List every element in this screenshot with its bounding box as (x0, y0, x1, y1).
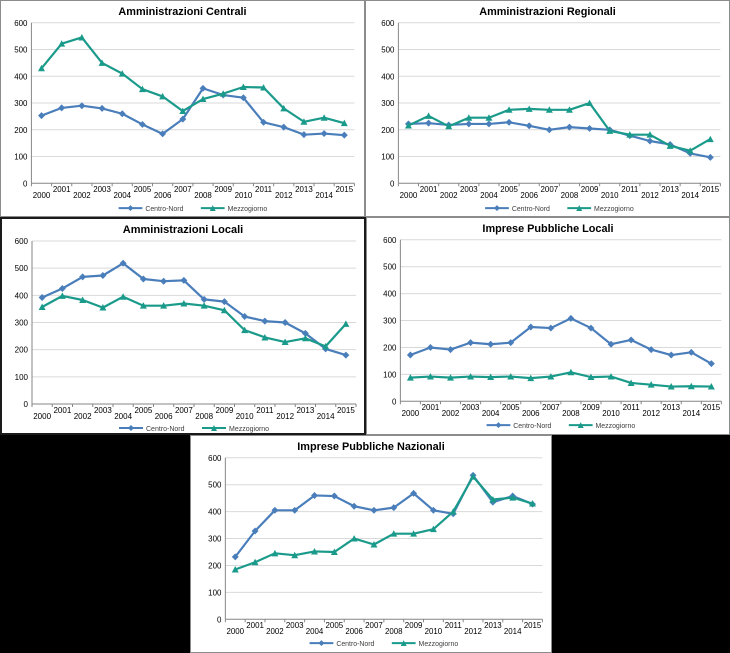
y-tick-label: 500 (14, 264, 28, 274)
x-tick-label: 2009 (580, 185, 599, 195)
x-tick-label: 2003 (93, 406, 112, 415)
x-tick-label: 2007 (540, 185, 559, 195)
x-tick-label: 2009 (582, 403, 600, 413)
x-tick-label: 2012 (274, 191, 293, 201)
x-tick-label: 2006 (153, 191, 172, 201)
x-tick-label: 2004 (481, 409, 500, 419)
x-tick-label: 2002 (266, 627, 284, 637)
x-tick-label: 2006 (154, 412, 173, 421)
y-tick-label: 300 (208, 534, 222, 544)
data-point-centro-nord (342, 352, 349, 359)
x-tick-label: 2015 (701, 185, 720, 195)
data-point-centro-nord (485, 120, 492, 127)
x-tick-label: 2000 (226, 627, 245, 637)
x-tick-label: 2002 (441, 409, 460, 419)
x-tick-label: 2013 (295, 185, 313, 195)
data-point-centro-nord (407, 352, 414, 359)
x-tick-label: 2011 (255, 185, 273, 195)
legend-marker-centro-nord (318, 640, 324, 646)
y-tick-label: 200 (381, 125, 395, 135)
data-point-centro-nord (707, 154, 714, 161)
chart-panel-imprese-pubbliche-locali (366, 217, 730, 435)
x-tick-label: 2002 (73, 191, 91, 201)
y-tick-label: 300 (381, 99, 395, 109)
data-point-centro-nord (321, 130, 328, 137)
legend-label-mezzogiorno: Mezzogiorno (418, 641, 459, 649)
chart-panel-amministrazioni-regionali (365, 0, 730, 217)
y-tick-label: 0 (390, 179, 395, 189)
x-tick-label: 2014 (503, 627, 522, 637)
y-tick-label: 0 (216, 615, 222, 625)
data-point-centro-nord (99, 105, 106, 112)
data-point-centro-nord (300, 131, 307, 138)
x-tick-label: 2002 (73, 412, 92, 421)
data-point-centro-nord (668, 352, 675, 359)
y-tick-label: 0 (23, 400, 28, 409)
y-tick-label: 400 (14, 72, 28, 82)
series-line-mezzogiorno (235, 477, 532, 570)
y-tick-label: 400 (383, 289, 397, 299)
chart-panel-amministrazioni-centrali (0, 0, 365, 217)
data-point-centro-nord (526, 122, 533, 129)
legend-marker-centro-nord (128, 425, 134, 431)
y-tick-label: 200 (14, 125, 28, 135)
y-tick-label: 500 (381, 45, 395, 55)
x-tick-label: 2012 (276, 412, 295, 421)
chart-title: Imprese Pubbliche Nazionali (297, 440, 445, 453)
x-tick-label: 2009 (215, 406, 234, 415)
x-tick-label: 2011 (622, 403, 640, 413)
x-tick-label: 2003 (93, 185, 111, 195)
x-tick-label: 2005 (501, 403, 520, 413)
x-tick-label: 2003 (461, 403, 480, 413)
y-tick-label: 100 (14, 152, 28, 162)
data-point-centro-nord (58, 104, 65, 111)
series-line-centro-nord (42, 88, 345, 135)
data-point-centro-nord (506, 119, 513, 126)
x-tick-label: 2014 (316, 412, 335, 421)
chart-title: Amministrazioni Centrali (118, 5, 247, 18)
data-point-centro-nord (38, 112, 45, 119)
y-tick-label: 500 (383, 262, 397, 272)
x-tick-label: 2010 (235, 412, 254, 421)
chart-amministrazioni-locali (2, 219, 364, 433)
x-tick-label: 2004 (113, 191, 132, 201)
series-line-centro-nord (235, 475, 532, 557)
legend-label-centro-nord: Centro-Nord (513, 423, 552, 431)
y-tick-label: 0 (391, 397, 397, 407)
series-line-centro-nord (410, 318, 711, 363)
x-tick-label: 2012 (641, 191, 659, 201)
x-tick-label: 2013 (662, 403, 681, 413)
x-tick-label: 2002 (439, 191, 458, 201)
y-tick-label: 600 (14, 237, 28, 246)
x-tick-label: 2010 (602, 409, 620, 419)
legend-label-centro-nord: Centro-Nord (511, 206, 550, 214)
x-tick-label: 2014 (681, 191, 700, 201)
x-tick-label: 2013 (661, 185, 679, 195)
series-line-centro-nord (408, 122, 710, 157)
x-tick-label: 2007 (542, 403, 560, 413)
legend-label-centro-nord: Centro-Nord (336, 641, 375, 649)
data-point-centro-nord (427, 344, 434, 351)
x-tick-label: 2000 (33, 412, 52, 421)
chart-imprese-pubbliche-locali (367, 218, 729, 434)
data-point-centro-nord (546, 126, 553, 133)
x-tick-label: 2008 (384, 627, 403, 637)
x-tick-label: 2015 (336, 406, 355, 415)
data-point-centro-nord (467, 339, 474, 346)
x-tick-label: 2012 (642, 409, 660, 419)
legend-label-mezzogiorno: Mezzogiorno (229, 426, 270, 433)
y-tick-label: 400 (14, 291, 28, 301)
series-line-centro-nord (42, 263, 346, 355)
x-tick-label: 2008 (562, 409, 580, 419)
legend-label-mezzogiorno: Mezzogiorno (227, 206, 268, 214)
y-tick-label: 0 (23, 179, 28, 189)
y-tick-label: 100 (208, 588, 222, 598)
data-point-centro-nord (628, 336, 635, 343)
x-tick-label: 2015 (523, 621, 542, 631)
x-tick-label: 2015 (702, 403, 721, 413)
y-tick-label: 600 (208, 453, 222, 463)
x-tick-label: 2005 (134, 406, 153, 415)
data-point-mezzogiorno (470, 473, 477, 479)
data-point-mezzogiorno (342, 320, 349, 327)
chart-title: Amministrazioni Locali (122, 224, 244, 236)
data-point-centro-nord (160, 278, 167, 285)
data-point-mezzogiorno (120, 293, 127, 300)
data-point-centro-nord (371, 507, 378, 514)
data-point-centro-nord (425, 120, 432, 127)
x-tick-label: 2014 (682, 409, 701, 419)
x-tick-label: 2010 (234, 191, 253, 201)
legend-label-centro-nord: Centro-Nord (146, 426, 185, 433)
x-tick-label: 2011 (621, 185, 639, 195)
x-tick-label: 2000 (401, 409, 420, 419)
data-point-centro-nord (646, 138, 653, 145)
x-tick-label: 2003 (285, 621, 304, 631)
x-tick-label: 2009 (404, 621, 423, 631)
x-tick-label: 2011 (444, 621, 462, 631)
legend-marker-centro-nord (128, 205, 134, 211)
y-tick-label: 100 (381, 152, 395, 162)
chart-panel-amministrazioni-locali (0, 217, 366, 435)
x-tick-label: 2008 (195, 412, 214, 421)
x-tick-label: 2008 (560, 191, 579, 201)
data-point-centro-nord (341, 132, 348, 139)
x-tick-label: 2009 (214, 185, 232, 195)
y-tick-label: 200 (208, 561, 222, 571)
y-tick-label: 400 (381, 72, 395, 82)
data-point-centro-nord (547, 325, 554, 332)
chart-amministrazioni-centrali (1, 1, 364, 216)
x-tick-label: 2001 (421, 403, 440, 413)
x-tick-label: 2007 (365, 621, 383, 631)
y-tick-label: 200 (14, 345, 28, 355)
y-tick-label: 500 (208, 480, 222, 490)
chart-title: Amministrazioni Regionali (479, 5, 616, 18)
x-tick-label: 2014 (315, 191, 333, 201)
series-line-mezzogiorno (42, 37, 345, 123)
x-tick-label: 2010 (424, 627, 443, 637)
x-tick-label: 2001 (52, 185, 71, 195)
chart-imprese-pubbliche-nazionali (191, 436, 551, 652)
x-tick-label: 2013 (296, 406, 315, 415)
x-tick-label: 2000 (32, 191, 51, 201)
y-tick-label: 300 (383, 316, 397, 326)
x-tick-label: 2010 (600, 191, 619, 201)
x-tick-label: 2004 (114, 412, 133, 421)
x-tick-label: 2012 (464, 627, 482, 637)
x-tick-label: 2011 (256, 406, 274, 415)
x-tick-label: 2006 (520, 191, 538, 201)
y-tick-label: 600 (383, 235, 397, 245)
data-point-centro-nord (465, 120, 472, 127)
x-tick-label: 2005 (500, 185, 518, 195)
data-point-centro-nord (261, 318, 268, 325)
x-tick-label: 2001 (419, 185, 438, 195)
legend-label-mezzogiorno: Mezzogiorno (594, 206, 634, 214)
x-tick-label: 2000 (399, 191, 418, 201)
chart-panel-imprese-pubbliche-nazionali (190, 435, 552, 653)
y-tick-label: 100 (14, 372, 28, 382)
series-line-mezzogiorno (42, 296, 346, 347)
chart-title: Imprese Pubbliche Locali (482, 222, 614, 235)
y-tick-label: 400 (208, 507, 222, 517)
x-tick-label: 2008 (194, 191, 212, 201)
data-point-mezzogiorno (425, 112, 432, 118)
chart-amministrazioni-regionali (366, 1, 729, 216)
y-tick-label: 300 (14, 99, 28, 109)
x-tick-label: 2013 (484, 621, 502, 631)
x-tick-label: 2006 (345, 627, 363, 637)
x-tick-label: 2003 (460, 185, 478, 195)
y-tick-label: 300 (14, 318, 28, 328)
x-tick-label: 2001 (53, 406, 72, 415)
y-tick-label: 600 (381, 18, 395, 28)
legend-label-centro-nord: Centro-Nord (145, 206, 184, 214)
x-tick-label: 2005 (325, 621, 344, 631)
y-tick-label: 200 (383, 343, 397, 353)
y-tick-label: 100 (383, 370, 397, 380)
x-tick-label: 2004 (480, 191, 498, 201)
x-tick-label: 2005 (133, 185, 152, 195)
data-point-centro-nord (586, 125, 593, 132)
x-tick-label: 2004 (305, 627, 324, 637)
x-tick-label: 2001 (246, 621, 264, 631)
x-tick-label: 2007 (174, 406, 193, 415)
y-tick-label: 500 (14, 45, 28, 55)
series-line-mezzogiorno (408, 103, 710, 151)
legend-marker-centro-nord (495, 422, 501, 428)
x-tick-label: 2007 (174, 185, 192, 195)
legend-marker-centro-nord (494, 205, 500, 211)
y-tick-label: 600 (14, 18, 28, 28)
x-tick-label: 2015 (335, 185, 354, 195)
data-point-centro-nord (487, 341, 494, 348)
legend-label-mezzogiorno: Mezzogiorno (595, 423, 636, 431)
x-tick-label: 2006 (521, 409, 540, 419)
data-point-mezzogiorno (707, 136, 714, 142)
